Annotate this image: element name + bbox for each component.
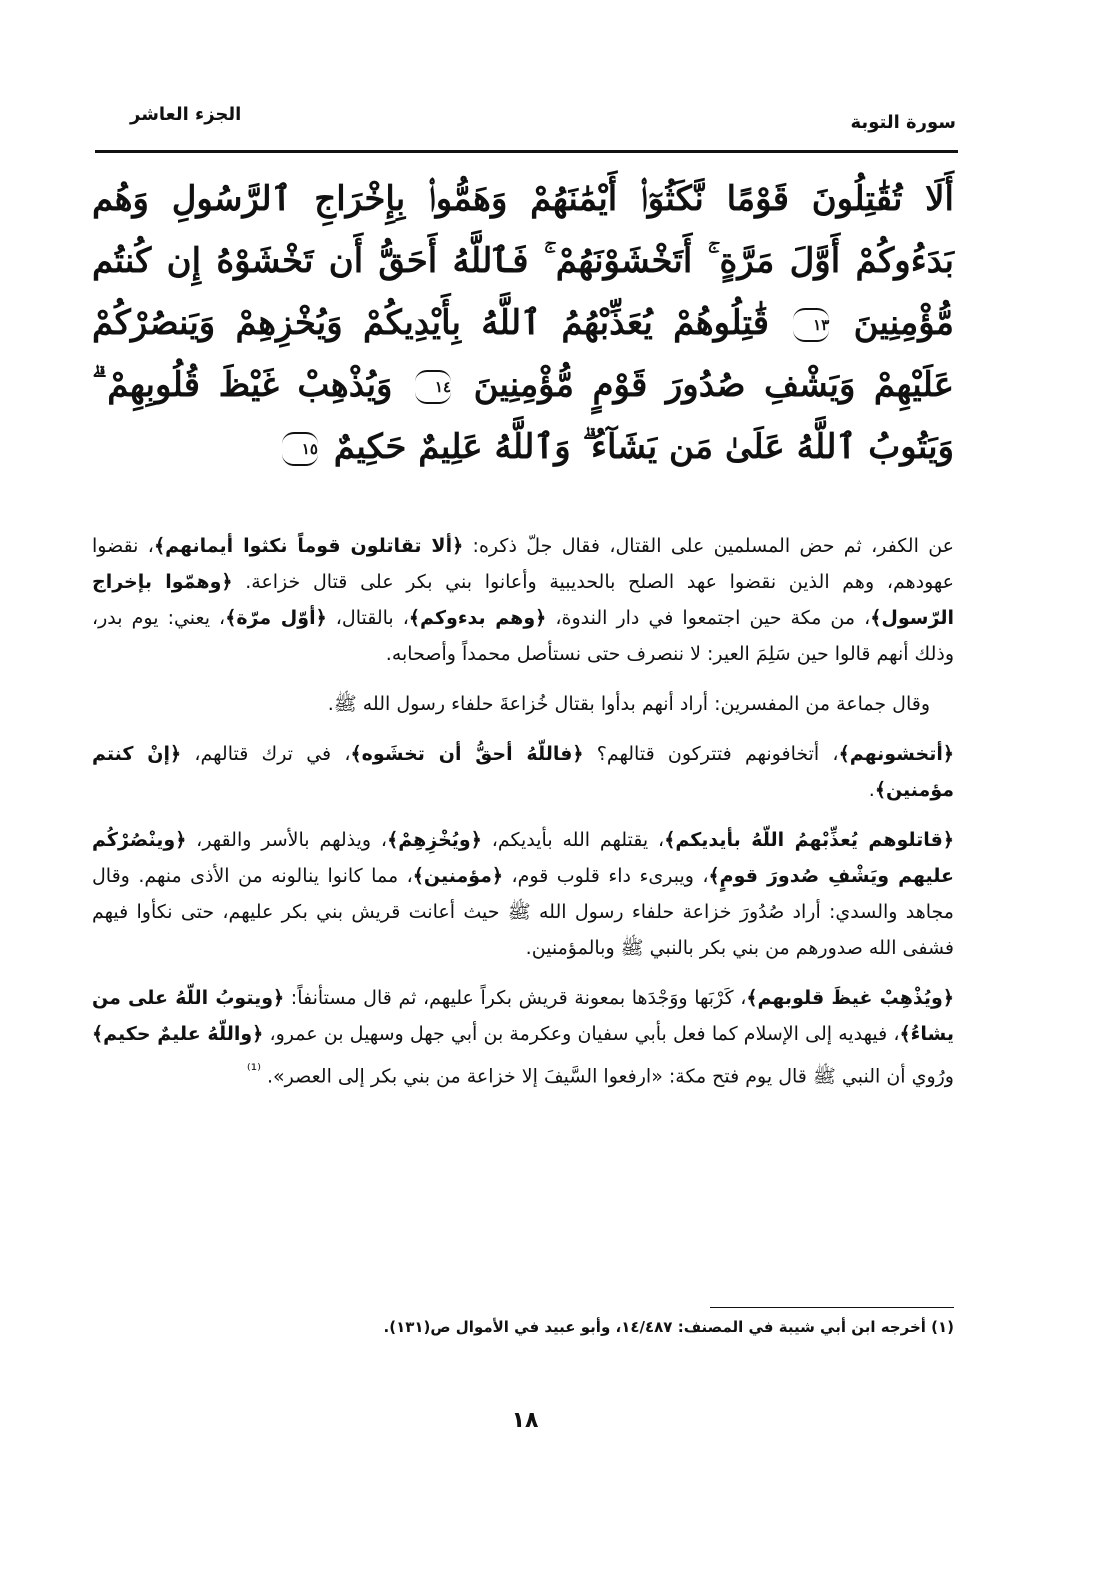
tafsir-text: ورُوي أن النبي ﷺ قال يوم فتح مكة: «ارفعوا السَّيفَ إلا خزاعة من بني بكر إلى العصر». [260, 1065, 954, 1088]
tafsir-paragraph-3 [92, 736, 954, 808]
verse-15-text: وَيُذْهِبْ غَيْظَ قُلُوبِهِمْ ۗ وَيَتُوبُ ٱللَّهُ عَلَىٰ مَن يَشَآءُ ۗ وَٱللَّهُ عَلِيمٌ حَكِيمٌ [92, 365, 954, 467]
tafsir-text: ، كَرْبَها ووَجْدَها بمعونة قريش بكراً عليهم، ثم قال مستأنفاً: [284, 987, 747, 1009]
header-surah-name: سورة التوبة [850, 112, 956, 133]
footnote-reference: ⁽¹⁾ [246, 1060, 261, 1079]
tafsir-text: ، فيهديه إلى الإسلام كما فعل بأبي سفيان وعكرمة بن أبي جهل وسهيل بن عمرو، [263, 1023, 900, 1045]
footnote-divider [710, 1307, 954, 1308]
header-divider [95, 150, 958, 153]
verse-number-15: ١٥ [282, 432, 318, 466]
quran-quote: ﴿وينْصُرْكُم عليهم ويَشْفِ صُدورَ قومٍ﴾ [92, 829, 954, 887]
quran-quote: ﴿ألا تقاتلون قوماً نكثوا أيمانهم﴾ [153, 535, 464, 557]
page-number: ١٨ [511, 1408, 539, 1433]
tafsir-paragraph-1 [92, 528, 954, 672]
verse-number-14: ١٤ [415, 370, 451, 404]
tafsir-text: ، يقتلهم الله بأيديكم، [481, 829, 665, 851]
tafsir-paragraph-4 [92, 822, 954, 966]
tafsir-text: ، من مكة حين اجتمعوا في دار الندوة، [546, 607, 871, 629]
tafsir-body [92, 528, 954, 1108]
quran-quote: ﴿قاتلوهم يُعذِّبْهمُ اللّهُ بأيديكم﴾ [664, 829, 954, 851]
tafsir-text: ، في ترك قتالهم، [181, 743, 351, 765]
tafsir-text: عن الكفر، ثم حض المسلمين على القتال، فقال جلّ ذكره: [463, 535, 954, 557]
quran-quote: ﴿ويُخْزِهِمْ﴾ [387, 829, 482, 851]
footnote: (١) أخرجه ابن أبي شيبة في المصنف: ١٤/٤٨٧، وأبو عبيد في الأموال ص(١٣١). [383, 1318, 954, 1336]
tafsir-paragraph-2: وقال جماعة من المفسرين: أراد أنهم بدأوا بقتال خُزاعةَ حلفاء رسول الله ﷺ. [327, 693, 930, 715]
quran-verses [92, 168, 954, 478]
tafsir-text: ، يعني: يوم بدر، وذلك أنهم قالوا حين سَلِمَ العير: لا ننصرف حتى نستأصل محمداً وأصحابه. [92, 607, 954, 665]
quran-quote: ﴿مؤمنين﴾ [412, 865, 504, 887]
tafsir-text: ، نقضوا عهودهم، وهم الذين نقضوا عهد الصلح بالحديبية وأعانوا بني بكر على قتال خزاعة. [92, 535, 954, 593]
quran-quote: ﴿أوّل مرّة﴾ [225, 607, 327, 629]
tafsir-text: . [868, 779, 875, 801]
verse-14-text: قَٰتِلُوهُمْ يُعَذِّبْهُمُ ٱللَّهُ بِأَيْدِيكُمْ وَيُخْزِهِمْ وَيَنصُرْكُمْ عَلَيْهِمْ وَيَشْفِ صُدُورَ قَوْمٍ مُّؤْمِنِينَ [92, 303, 955, 405]
tafsir-text: ، مما كانوا ينالونه من الأذى منهم. وقال مجاهد والسدي: أراد صُدُورَ خزاعة حلفاء رسول الله ﷺ حيث أعانت قريش بني بكر عليهم، حتى نكأوا فيهم فشفى الله صدورهم من بني بكر بالنبي ﷺ وبالمؤمنين. [92, 865, 954, 959]
quran-quote: ﴿وهم بدءوكم﴾ [408, 607, 547, 629]
quran-quote: ﴿واللّهُ عليمٌ حكيم﴾ [92, 1023, 264, 1045]
tafsir-text: ، ويذلهم بالأسر والقهر، [186, 829, 388, 851]
tafsir-text: ، ويبرىء داء قلوب قوم، [503, 865, 709, 887]
quran-quote: ﴿فاللّهُ أحقُّ أن تخشَوه﴾ [350, 743, 584, 765]
tafsir-paragraph-5 [92, 980, 954, 1094]
quran-quote: ﴿أتخشونهم﴾ [838, 743, 954, 765]
quran-quote: ﴿إنْ كنتم مؤمنين﴾ [92, 743, 954, 801]
verse-number-13: ١٣ [793, 308, 829, 342]
quran-quote: ﴿وهمّوا بإخراج الرّسول﴾ [92, 571, 954, 629]
tafsir-text: ، أتخافونهم فتتركون قتالهم؟ [583, 743, 839, 765]
quran-quote: ﴿ويتوبُ اللّهُ على من يشاءُ﴾ [92, 987, 954, 1045]
quran-quote: ﴿ويُذْهِبْ غيظَ قلوبهم﴾ [746, 987, 954, 1009]
tafsir-text: ، بالقتال، [326, 607, 409, 629]
verse-13-text: أَلَا تُقَٰتِلُونَ قَوْمًا نَّكَثُوٓا۟ أَيْمَٰنَهُمْ وَهَمُّوا۟ بِإِخْرَاجِ ٱلرَّسُولِ وَهُم بَدَءُوكُمْ أَوَّلَ مَرَّةٍ ۚ أَتَخْشَوْنَهُمْ ۚ فَٱللَّهُ أَحَقُّ أَن تَخْشَوْهُ إِن كُنتُم مُّؤْمِنِينَ [92, 179, 954, 343]
header-juz-name: الجزء العاشر [130, 104, 242, 125]
